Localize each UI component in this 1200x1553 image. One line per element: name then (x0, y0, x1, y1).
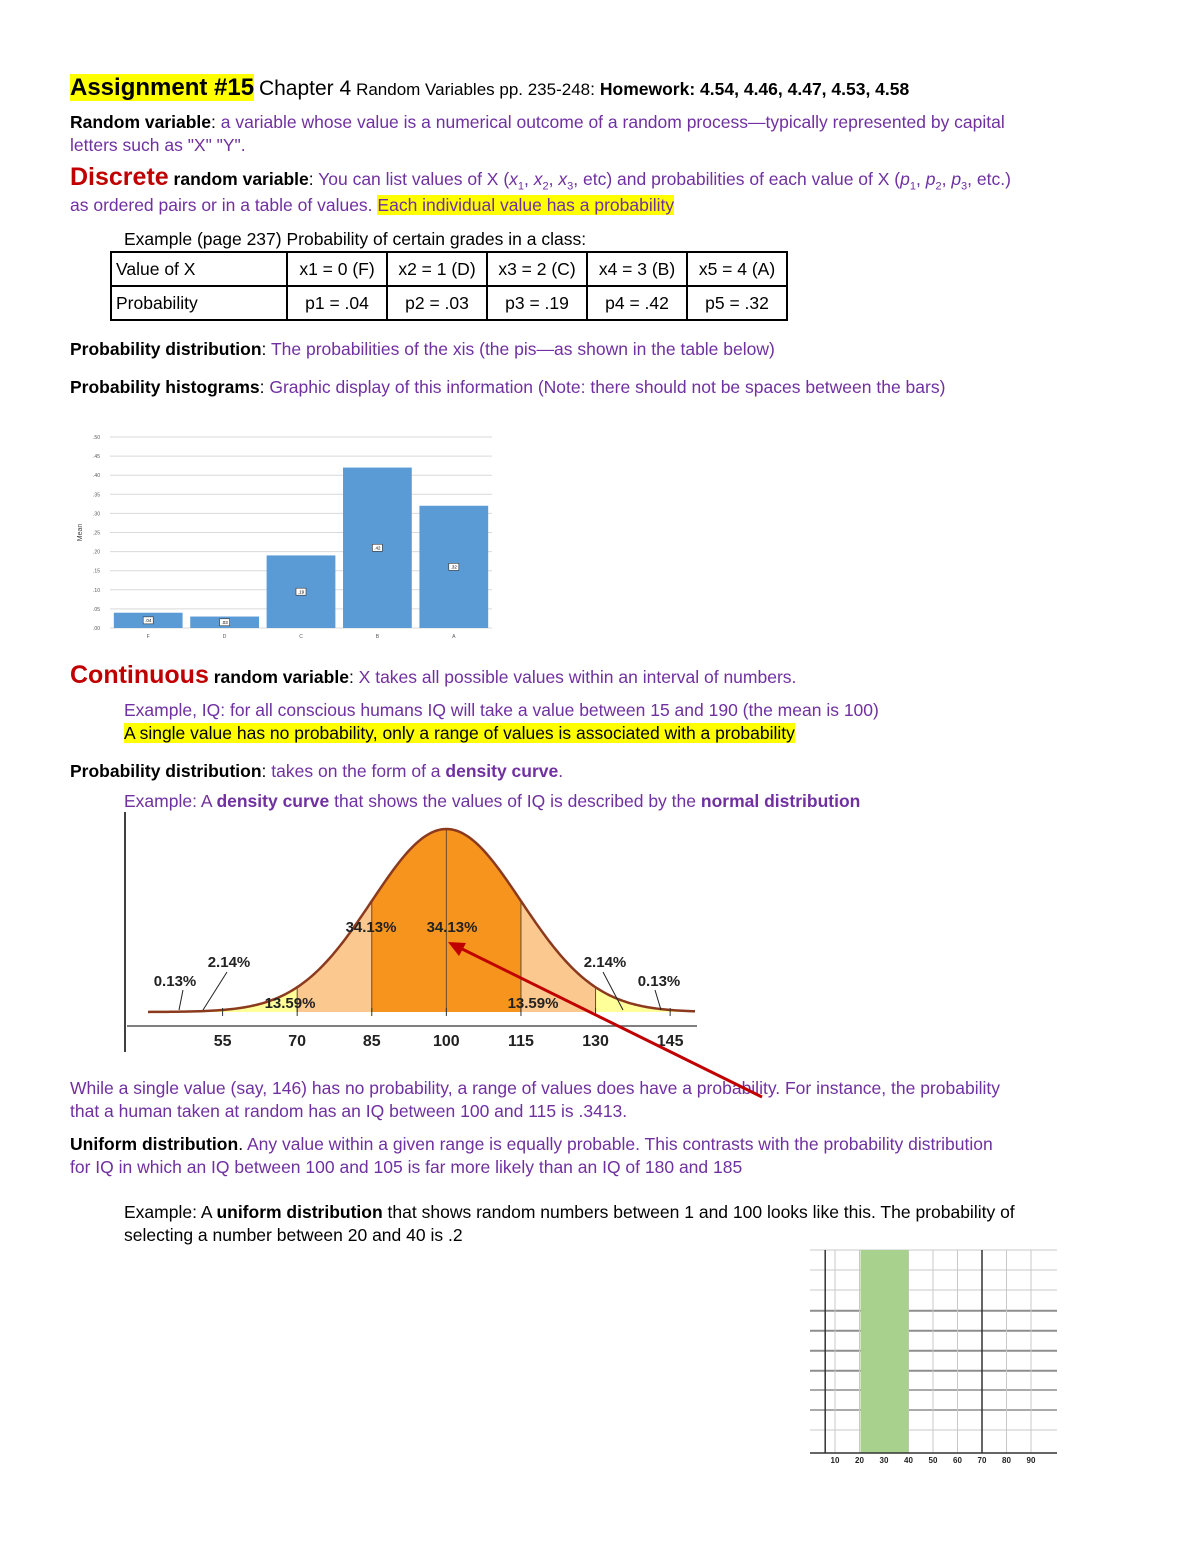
prob-histograms-term: Probability histograms (70, 377, 260, 397)
discrete-word: Discrete (70, 163, 169, 191)
x-tick-label: 100 (433, 1033, 460, 1050)
x-tick-label: 70 (977, 1456, 987, 1465)
discrete-def: Discrete random variable: You can list values of X ($x_1$, $x_2$, $x_3$, etc) and probabilities of each value of X ($p_1$, $p_2$, $p_3$, etc.) (70, 163, 1011, 193)
continuous-highlight: A single value has no probability, only a range of values is associated with a probability (124, 723, 795, 743)
uniform-example-bold: uniform distribution (216, 1202, 383, 1222)
table-cell: x4 = 3 (B) (587, 252, 687, 286)
homework-items: 4.54, 4.46, 4.47, 4.53, 4.58 (700, 79, 910, 99)
red-arrow (452, 944, 762, 1097)
x-tick-label: 30 (879, 1456, 889, 1465)
prob-dist-term: Probability distribution (70, 339, 262, 359)
discrete-def-1a: You can list values of X ( (318, 169, 510, 189)
continuous-term: random variable (213, 667, 349, 687)
x-tick-label: 80 (1002, 1456, 1011, 1465)
discrete-def-1b: , etc) and probabilities of each value of X ( (573, 169, 901, 189)
discrete-def-2: as ordered pairs or in a table of values. (70, 195, 373, 215)
prob-dist-discrete: Probability distribution: The probabilities of the xis (the pis—as shown in the table below) (70, 339, 775, 359)
x-tick-label: B (375, 634, 380, 640)
x-tick-label: 90 (1026, 1456, 1036, 1465)
prob-dist-continuous: Probability distribution: takes on the form of a density curve. (70, 761, 564, 781)
continuous-example: Example, IQ: for all conscious humans IQ will take a value between 15 and 190 (the mean is 100) (124, 700, 879, 720)
continuous-def: Continuous random variable: X takes all possible values within an interval of numbers. (70, 661, 797, 689)
x-tick-label: A (452, 634, 456, 640)
data-label: .32 (450, 564, 457, 570)
y-tick-label: .35 (93, 492, 100, 499)
y-tick-label: .40 (93, 473, 100, 480)
y-tick-label: .10 (93, 587, 100, 594)
y-tick-label: .25 (93, 530, 100, 537)
y-tick-label: .00 (93, 626, 100, 632)
x-tick-label: 50 (928, 1456, 938, 1465)
region-label: 13.59% (264, 995, 316, 1012)
normal-example-bold2: normal distribution (700, 791, 861, 811)
table-cell: x3 = 2 (C) (487, 252, 587, 286)
uniform-example-b: that shows random numbers between 1 and 100 looks like this. The probability of (387, 1202, 1015, 1222)
uniform-line-1: Any value within a given range is equally probable. This contrasts with the probability distribution (246, 1134, 993, 1154)
continuous-def-text: X takes all possible values within an interval of numbers. (358, 667, 797, 687)
y-tick-label: .20 (93, 549, 100, 556)
x-tick-label: 10 (830, 1456, 840, 1465)
random-variable-def-2: letters such as "X" "Y". (70, 135, 246, 155)
uniform-example-a: Example: A (124, 1202, 212, 1222)
normal-example-b: that shows the values of IQ is described by the (334, 791, 697, 811)
random-variable-term: Random variable (70, 112, 212, 132)
chapter-label: Chapter 4 (258, 77, 352, 100)
data-label: .04 (145, 618, 152, 624)
x-tick-label: 115 (508, 1033, 534, 1050)
table-cell: x5 = 4 (A) (687, 252, 787, 286)
x-tick-label: C (299, 634, 303, 640)
uniform-term: Uniform distribution (70, 1134, 239, 1154)
homework-label: Homework: (599, 79, 696, 99)
random-variable-def-1: a variable whose value is a numerical outcome of a random process—typically represented by capital (220, 112, 1005, 132)
uniform-example-2: selecting a number between 20 and 40 is .2 (124, 1225, 463, 1245)
x-tick-label: 40 (904, 1456, 913, 1465)
x-tick-label: 20 (855, 1456, 864, 1465)
assignment-title: Assignment #15 (70, 74, 255, 101)
y-tick-label: .45 (93, 454, 100, 461)
prob-histograms-def: Graphic display of this information (Note: there should not be spaces between the bars) (269, 377, 946, 397)
region-label: 2.14% (583, 954, 627, 971)
normal-example-a: Example: A (124, 791, 212, 811)
region-label: 2.14% (207, 954, 251, 971)
y-tick-label: .05 (93, 606, 100, 613)
chapter-topic: Random Variables pp. 235-248 (356, 80, 591, 99)
prob-dist-def: The probabilities of the xis (the pis—as shown in the table below) (270, 339, 775, 359)
table-cell: p3 = .19 (487, 286, 587, 320)
normal-example-bold1: density curve (216, 791, 330, 811)
prob-histograms: Probability histograms: Graphic display of this information (Note: there should not be spaces between the bars) (70, 377, 946, 397)
region-label: 34.13% (345, 919, 397, 936)
table-cell: p5 = .32 (687, 286, 787, 320)
region-label: 34.13% (426, 919, 478, 936)
random-variable-def: Random variable: a variable whose value is a numerical outcome of a random process—typically represented by capital (70, 112, 1005, 132)
uniform-line-2: for IQ in which an IQ between 100 and 105 is far more likely than an IQ of 180 and 185 (70, 1157, 743, 1177)
data-label: .42 (374, 545, 381, 551)
region-label: 0.13% (637, 973, 681, 990)
density-curve-term: density curve (445, 761, 559, 781)
table-cell: x1 = 0 (F) (287, 252, 387, 286)
region-label: 0.13% (153, 973, 197, 990)
x-tick-label: 70 (288, 1033, 307, 1050)
x-tick-label: 60 (953, 1456, 962, 1465)
prob-dist-continuous-def: takes on the form of a (271, 761, 441, 781)
table-cell: x2 = 1 (D) (387, 252, 487, 286)
discrete-term: random variable (173, 169, 309, 189)
y-tick-label: .15 (93, 568, 100, 575)
y-tick-label: .50 (93, 435, 100, 441)
table-cell: p4 = .42 (587, 286, 687, 320)
x-tick-label: 85 (362, 1033, 381, 1050)
x-tick-label: 145 (656, 1033, 684, 1050)
x-tick-label: D (222, 634, 227, 640)
uniform-def: Uniform distribution. Any value within a given range is equally probable. This contrasts with the probability distribution (70, 1134, 993, 1154)
x-tick-label: 130 (582, 1033, 609, 1050)
discrete-highlight: Each individual value has a probability (377, 195, 675, 215)
y-tick-label: .30 (93, 511, 100, 518)
x-tick-label: F (146, 634, 150, 640)
row-label-probability: Probability (111, 286, 287, 320)
region-label: 13.59% (507, 995, 559, 1012)
table-caption: Example (page 237) Probability of certain grades in a class: (124, 229, 587, 249)
discrete-def-1c: , etc.) (967, 169, 1011, 189)
continuous-word: Continuous (70, 661, 209, 689)
data-label: .19 (297, 589, 305, 595)
header-line: Assignment #15 Chapter 4 Random Variables pp. 235-248: Homework: 4.54, 4.46, 4.47, 4.53, 4.58 (70, 74, 910, 101)
table-cell: p2 = .03 (387, 286, 487, 320)
table-cell: p1 = .04 (287, 286, 387, 320)
prob-dist-continuous-end: . (558, 761, 564, 781)
single-value-line-2: that a human taken at random has an IQ between 100 and 115 is .3413. (70, 1101, 628, 1121)
data-label: .03 (221, 620, 228, 626)
x-tick-label: 55 (213, 1033, 232, 1050)
single-value-line-1: While a single value (say, 146) has no probability, a range of values does have a probability. For instance, the probability (70, 1078, 1000, 1098)
prob-dist-continuous-term: Probability distribution (70, 761, 262, 781)
y-axis-label: Mean (77, 523, 84, 542)
row-label-value: Value of X (111, 252, 287, 286)
